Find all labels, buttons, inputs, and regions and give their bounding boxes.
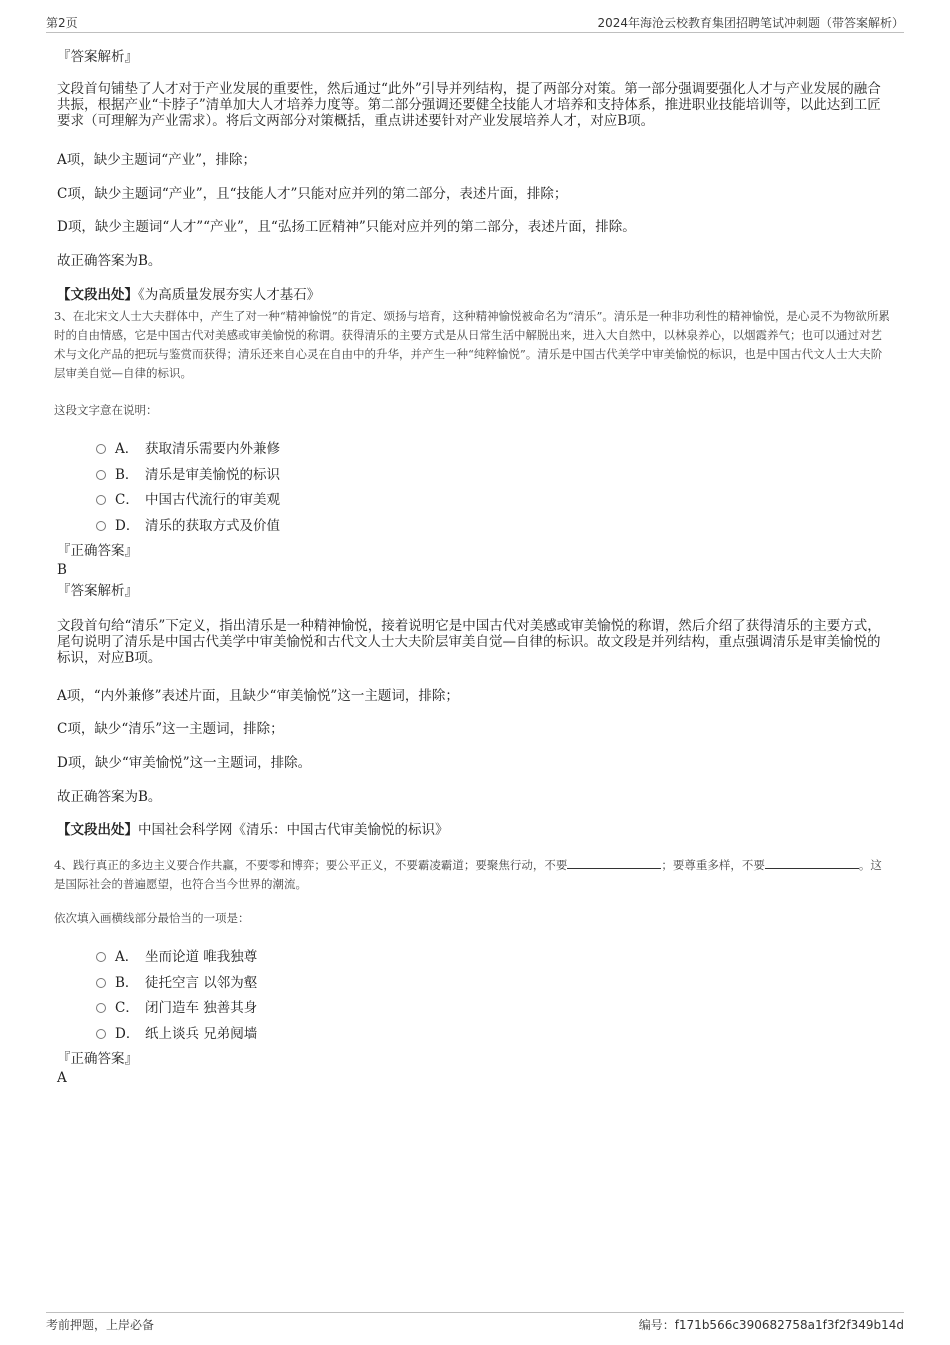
option-text: 徒托空言 以邻为壑	[145, 975, 258, 991]
radio-icon[interactable]	[96, 495, 106, 505]
option-letter: C．	[115, 1000, 139, 1016]
option-c[interactable]	[96, 996, 257, 1016]
question-number: 3、	[54, 309, 73, 323]
option-text: 获取清乐需要内外兼修	[145, 441, 280, 457]
radio-icon[interactable]	[96, 444, 106, 454]
option-text: 闭门造车 独善其身	[145, 1000, 258, 1016]
source-line	[57, 822, 887, 838]
radio-icon[interactable]	[96, 978, 106, 988]
option-letter: C．	[115, 492, 139, 508]
note-c: C项，缺少主题词“产业”，且“技能人才”只能对应并列的第二部分，表述片面，排除；	[57, 186, 568, 202]
radio-icon[interactable]	[96, 1029, 106, 1039]
question-text-part2: ；要尊重多样，不要	[661, 858, 765, 872]
option-letter: A．	[115, 441, 139, 457]
fill-blank-2	[765, 857, 859, 869]
note-a: A项，“内外兼修”表述片面，且缺少“审美愉悦”这一主题词，排除；	[57, 688, 459, 704]
question-text: 在北宋文人士大夫群体中，产生了对一种“精神愉悦”的肯定、颂扬与培育，这种精神愉悦被命名为“清乐”。清乐是一种非功利性的精神愉悦，是心灵不为物欲所累时的自由情感，它是中国古代对美感或审美愉悦的称谓。获得清乐的主要方式是从日常生活中解脱出来，进入大自然中，以林泉养心，以烟霞养气；也可以通过对艺术与文化产品的把玩与鉴赏而获得；清乐还来自心灵在自由中的升华，并产生一种“纯粹愉悦”。清乐是中国古代美学中审美愉悦的标识，也是中国古代文人士大夫阶层审美自觉—自律的标识。	[54, 309, 890, 380]
answer-label: 『正确答案』	[57, 1051, 138, 1067]
source-title: 《为高质量发展夯实人才基石》	[138, 287, 321, 303]
answer-value: B	[57, 562, 67, 578]
option-text: 中国古代流行的审美观	[145, 492, 280, 508]
document-id: 编号：f171b566c390682758a1f3f2f349b14d	[638, 1318, 904, 1332]
option-b[interactable]	[96, 463, 280, 483]
source-line	[57, 287, 887, 303]
question-4-stem	[54, 856, 892, 894]
option-a[interactable]	[96, 437, 280, 457]
source-label: 【文段出处】	[57, 287, 138, 303]
option-b[interactable]	[96, 971, 257, 991]
option-letter: D．	[115, 1026, 140, 1042]
note-d: D项，缺少主题词“人才”“产业”，且“弘扬工匠精神”只能对应并列的第二部分，表述片面，排除。	[57, 219, 636, 235]
option-text: 纸上谈兵 兄弟阋墙	[145, 1026, 258, 1042]
option-d[interactable]	[96, 514, 280, 534]
question-number: 4、	[54, 858, 73, 872]
page-number: 第2页	[46, 16, 78, 30]
document-title: 2024年海沧云校教育集团招聘笔试冲刺题（带答案解析）	[597, 16, 904, 30]
page-footer	[46, 1312, 904, 1337]
question-3-stem	[54, 307, 892, 383]
option-letter: D．	[115, 518, 140, 534]
page-header	[46, 12, 904, 33]
analysis-label: 『答案解析』	[57, 583, 138, 599]
note-a: A项，缺少主题词“产业”，排除；	[57, 152, 257, 168]
answer-value: A	[57, 1070, 67, 1086]
radio-icon[interactable]	[96, 952, 106, 962]
question-prompt: 这段文字意在说明：	[54, 403, 158, 417]
note-d: D项，缺少“审美愉悦”这一主题词，排除。	[57, 755, 312, 771]
option-letter: A．	[115, 949, 139, 965]
source-title: 中国社会科学网《清乐：中国古代审美愉悦的标识》	[138, 822, 449, 838]
footer-slogan: 考前押题，上岸必备	[46, 1318, 155, 1332]
conclusion: 故正确答案为B。	[57, 789, 162, 805]
option-d[interactable]	[96, 1022, 257, 1042]
option-c[interactable]	[96, 488, 280, 508]
fill-blank-1	[567, 857, 661, 869]
question-prompt: 依次填入画横线部分最恰当的一项是：	[54, 911, 250, 925]
answer-label: 『正确答案』	[57, 543, 138, 559]
analysis-text: 文段首句给“清乐”下定义，指出清乐是一种精神愉悦，接着说明它是中国古代对美感或审美愉悦的称谓，然后介绍了获得清乐的主要方式，尾句说明了清乐是中国古代美学中审美愉悦和古代文人士大夫阶层审美自觉—自律的标识。故文段是并列结构，重点强调清乐是审美愉悦的标识，对应B项。	[57, 618, 881, 666]
radio-icon[interactable]	[96, 470, 106, 480]
conclusion: 故正确答案为B。	[57, 253, 162, 269]
note-c: C项，缺少“清乐”这一主题词，排除；	[57, 721, 284, 737]
option-a[interactable]	[96, 945, 257, 965]
option-text: 坐而论道 唯我独尊	[145, 949, 258, 965]
option-letter: B．	[115, 975, 139, 991]
source-label: 【文段出处】	[57, 822, 138, 838]
question-text-part3: 。这是国际社会的普遍愿望，也符合当今世界的潮流。	[54, 858, 882, 891]
analysis-label: 『答案解析』	[57, 49, 138, 65]
radio-icon[interactable]	[96, 1003, 106, 1013]
option-text: 清乐的获取方式及价值	[145, 518, 280, 534]
radio-icon[interactable]	[96, 521, 106, 531]
question-text-part1: 践行真正的多边主义要合作共赢，不要零和博弈；要公平正义，不要霸凌霸道；要聚焦行动，不要	[72, 858, 568, 872]
analysis-text: 文段首句铺垫了人才对于产业发展的重要性，然后通过“此外”引导并列结构，提了两部分对策。第一部分强调要强化人才与产业发展的融合共振，根据产业“卡脖子”清单加大人才培养力度等。第二部分强调还要健全技能人才培养和支持体系，推进职业技能培训等，以此达到工匠要求（可理解为产业需求）。将后文两部分对策概括，重点讲述要针对产业发展培养人才，对应B项。	[57, 81, 881, 129]
option-letter: B．	[115, 467, 139, 483]
option-text: 清乐是审美愉悦的标识	[145, 467, 280, 483]
